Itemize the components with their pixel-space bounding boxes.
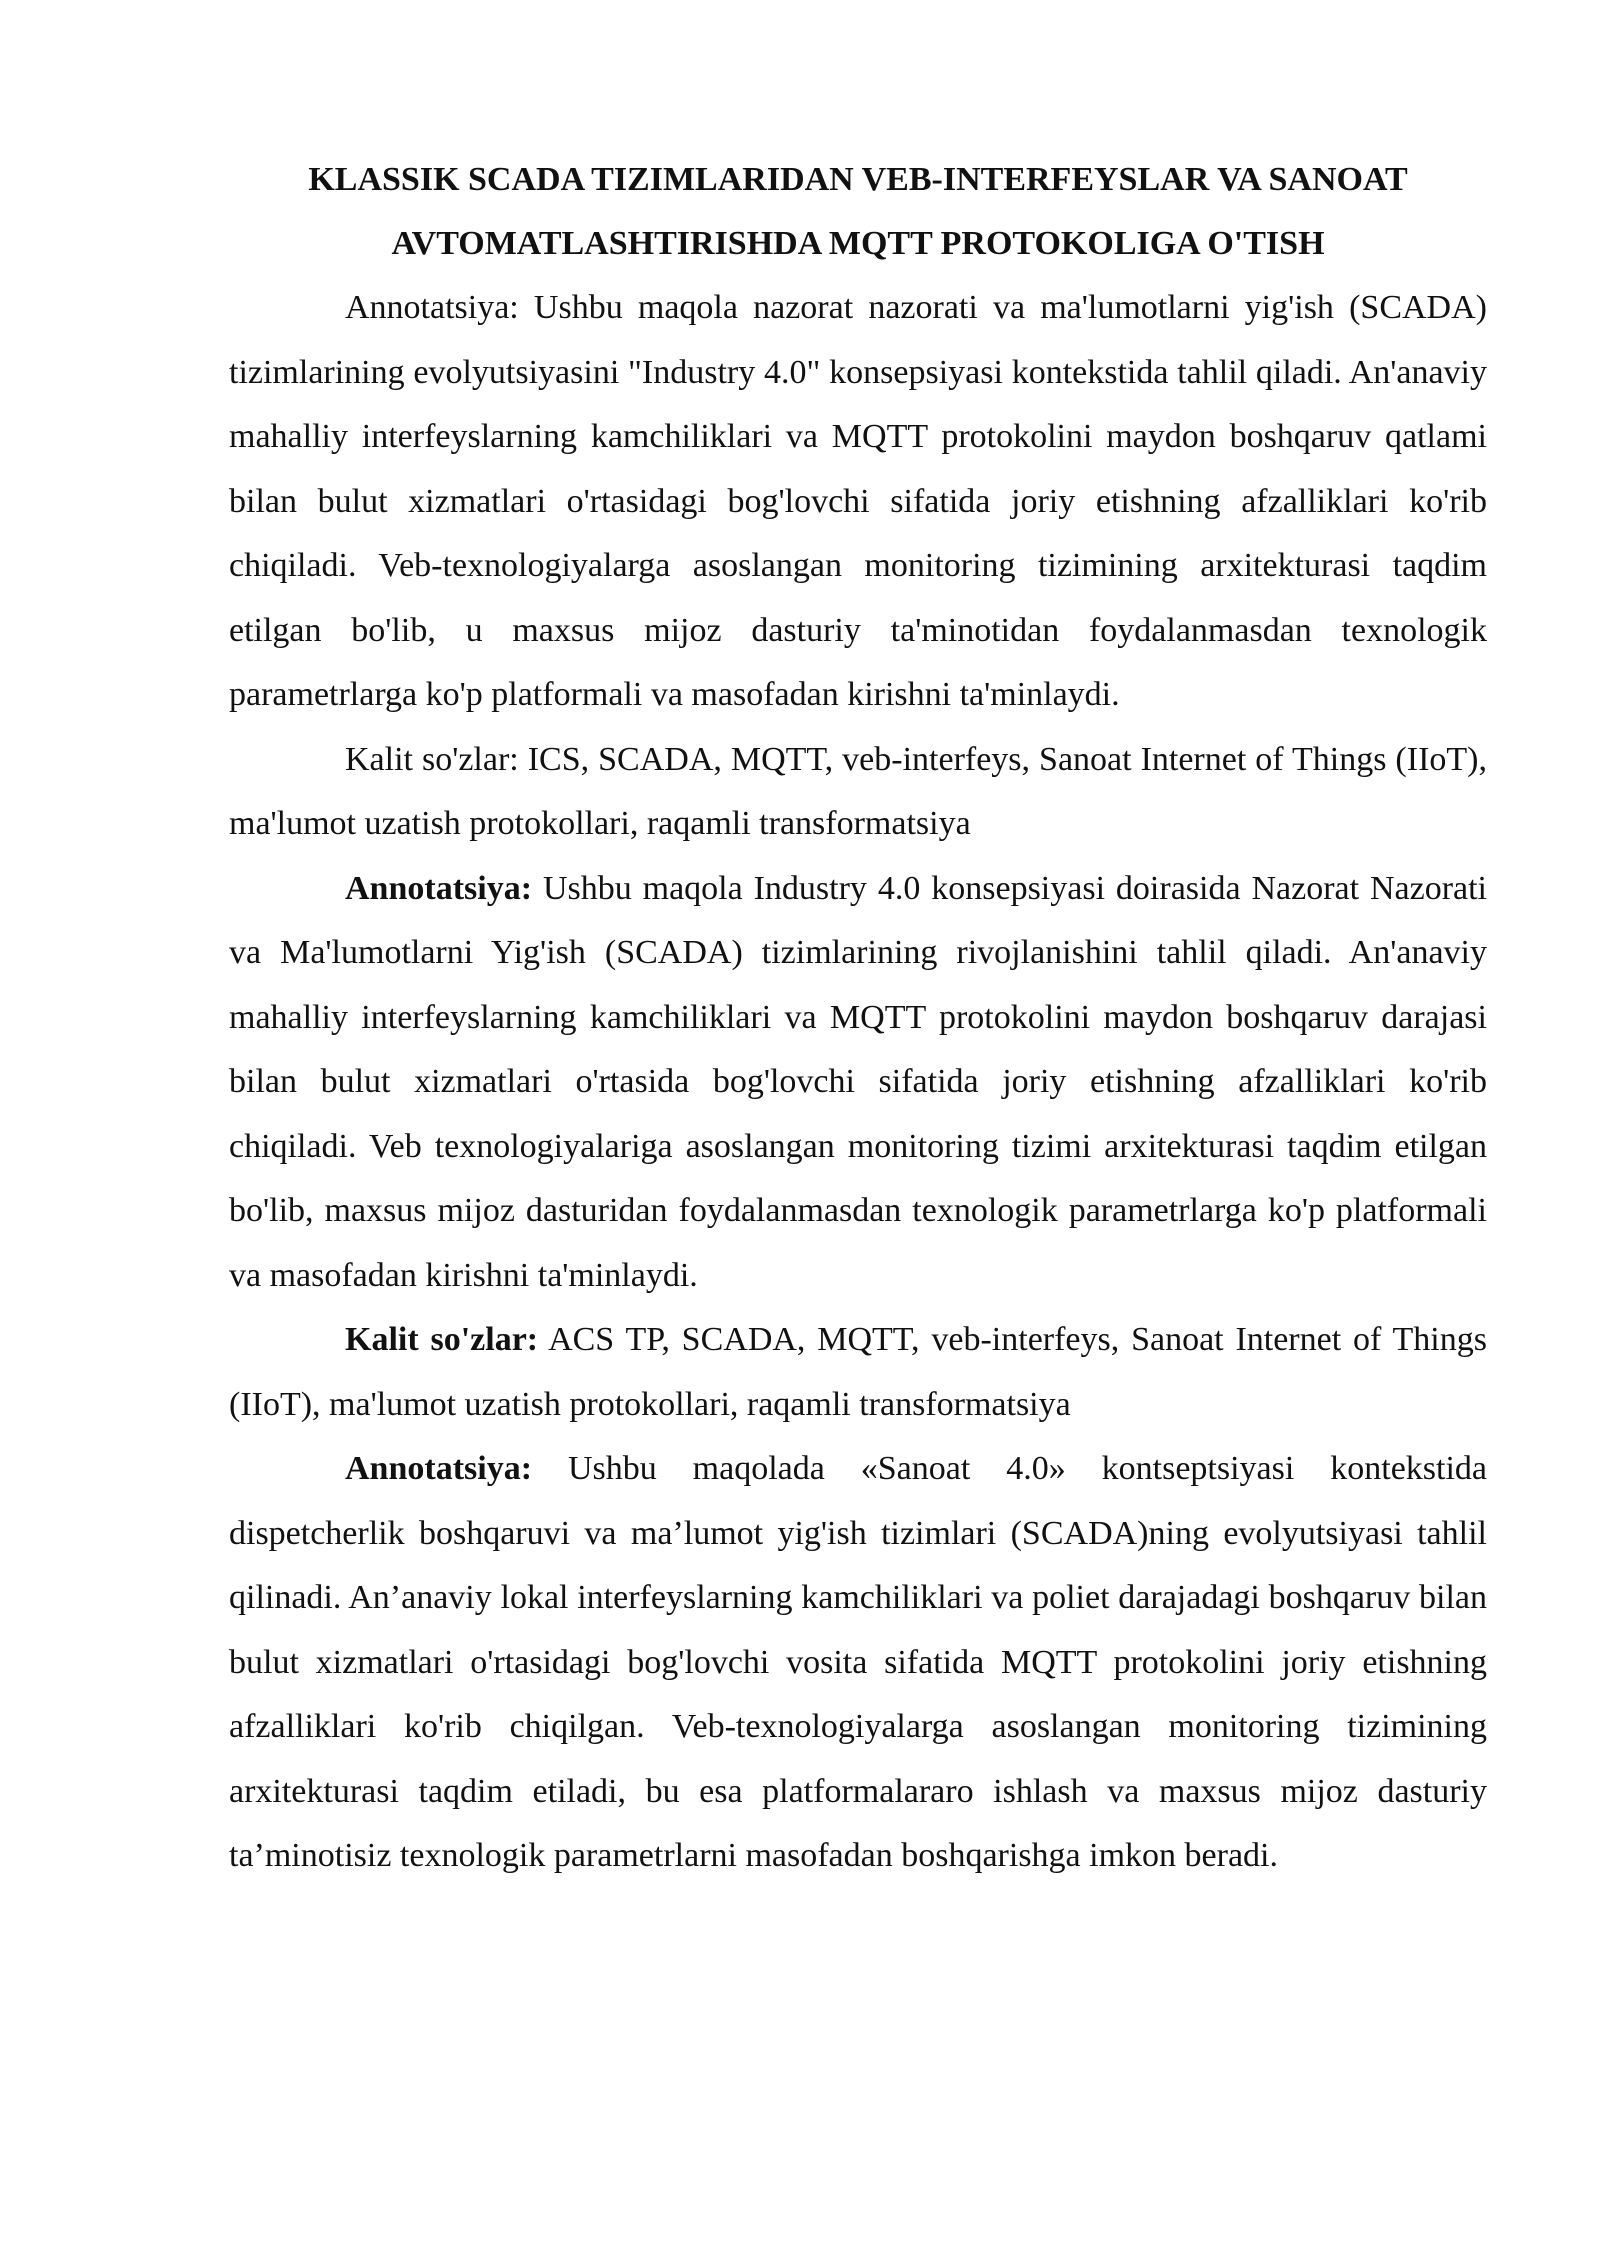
keywords-paragraph-1 <box>229 728 1487 857</box>
abstract-label-1: Annotatsiya: <box>345 289 519 326</box>
abstract-paragraph-2 <box>229 857 1487 1309</box>
abstract-text-3: Ushbu maqolada «Sanoat 4.0» kontseptsiyasi kontekstida dispetcherlik boshqaruvi va ma’lumot yig'ish tizimlari (SCADA)ning evolyutsiyasi tahlil qilinadi. An’anaviy lokal interfeyslarning kamchiliklari va poliet darajadagi boshqaruv bilan bulut xizmatlari o'rtasidagi bog'lovchi vosita sifatida MQTT protokolini joriy etishning afzalliklari ko'rib chiqilgan. Veb-texnologiyalarga asoslangan monitoring tizimining arxitekturasi taqdim etiladi, bu esa platformalararo ishlash va maxsus mijoz dasturiy ta’minotisiz texnologik parametrlarni masofadan boshqarishga imkon beradi. <box>229 1450 1487 1874</box>
document-page <box>229 148 1487 1889</box>
document-title <box>229 148 1487 276</box>
keywords-text-1: ICS, SCADA, MQTT, veb-interfeys, Sanoat Internet of Things (IIoT), ma'lumot uzatish protokollari, raqamli transformatsiya <box>229 740 1487 842</box>
abstract-text-2: Ushbu maqola Industry 4.0 konsepsiyasi doirasida Nazorat Nazorati va Ma'lumotlarni Yig'ish (SCADA) tizimlarining rivojlanishini tahlil qiladi. An'anaviy mahalliy interfeyslarning kamchiliklari va MQTT protokolini maydon boshqaruv darajasi bilan bulut xizmatlari o'rtasida bog'lovchi sifatida joriy etishning afzalliklari ko'rib chiqiladi. Veb texnologiyalariga asoslangan monitoring tizimi arxitekturasi taqdim etilgan bo'lib, maxsus mijoz dasturidan foydalanmasdan texnologik parametrlarga ko'p platformali va masofadan kirishni ta'minlaydi. <box>229 869 1487 1294</box>
keywords-paragraph-2 <box>229 1308 1487 1437</box>
document-title-line-1: KLASSIK SCADA TIZIMLARIDAN VEB-INTERFEYSLAR VA SANOAT <box>308 161 1408 198</box>
abstract-paragraph-3 <box>229 1437 1487 1889</box>
keywords-text-2: ACS TP, SCADA, MQTT, veb-interfeys, Sanoat Internet of Things (IIoT), ma'lumot uzatish protokollari, raqamli transformatsiya <box>229 1321 1487 1423</box>
keywords-label-2: Kalit so'zlar: <box>345 1321 539 1358</box>
keywords-label-1: Kalit so'zlar: <box>345 740 519 778</box>
document-title-line-2: AVTOMATLASHTIRISHDA MQTT PROTOKOLIGA O'TISH <box>391 225 1325 262</box>
abstract-paragraph-1 <box>229 276 1487 728</box>
abstract-text-1: Ushbu maqola nazorat nazorati va ma'lumotlarni yig'ish (SCADA) tizimlarining evolyutsiyasini "Industry 4.0" konsepsiyasi kontekstida tahlil qiladi. An'anaviy mahalliy interfeyslarning kamchiliklari va MQTT protokolini maydon boshqaruv qatlami bilan bulut xizmatlari o'rtasidagi bog'lovchi sifatida joriy etishning afzalliklari ko'rib chiqiladi. Veb-texnologiyalarga asoslangan monitoring tizimining arxitekturasi taqdim etilgan bo'lib, u maxsus mijoz dasturiy ta'minotidan foydalanmasdan texnologik parametrlarga ko'p platformali va masofadan kirishni ta'minlaydi. <box>229 289 1487 713</box>
abstract-label-3: Annotatsiya: <box>345 1450 533 1487</box>
abstract-label-2: Annotatsiya: <box>345 869 533 907</box>
